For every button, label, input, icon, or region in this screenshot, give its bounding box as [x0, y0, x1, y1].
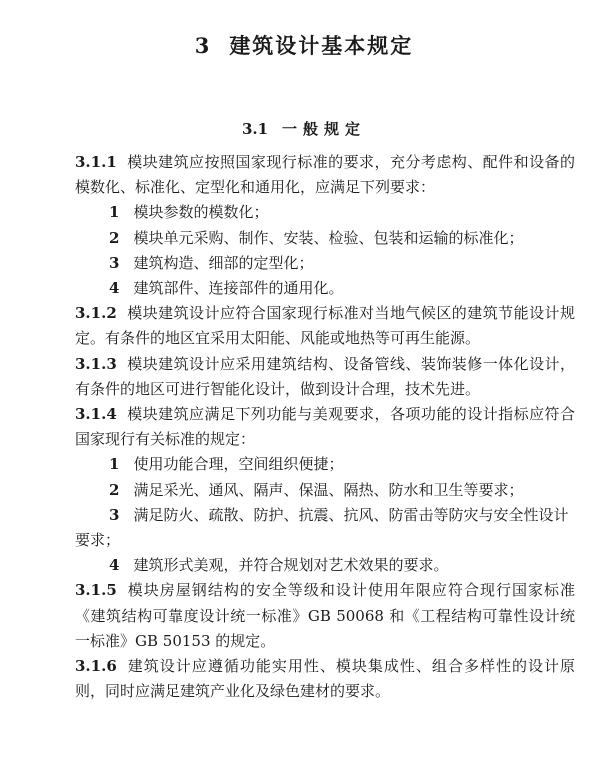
item-text: 建筑形式美观，并符合规划对艺术效果的要求。: [133, 556, 449, 575]
item-number: 3: [109, 505, 120, 524]
item-text: 使用功能合理，空间组织便捷；: [133, 455, 344, 474]
section-title-text: 一般规定: [282, 120, 367, 138]
list-item: [75, 503, 575, 553]
section-number: 3.1: [241, 120, 269, 138]
chapter-title: [0, 30, 608, 60]
clause-3-1-2: [75, 301, 575, 351]
list-item: [75, 452, 575, 477]
clause-number: 3.1.6: [75, 657, 117, 676]
clause-3-1-5: [75, 578, 575, 654]
item-number: 4: [109, 556, 120, 575]
clause-number: 3.1.3: [75, 354, 117, 373]
item-text: 模块单元采购、制作、安装、检验、包装和运输的标准化；: [133, 228, 524, 247]
clause-number: 3.1.4: [75, 405, 117, 424]
clause-number: 3.1.5: [75, 581, 117, 600]
clause-3-1-6: [75, 654, 575, 704]
clause-text: 模块房屋钢结构的安全等级和设计使用年限应符合现行国家标准《建筑结构可靠度设计统一标准》GB 50068 和《工程结构可靠性设计统一标准》GB 50153 的规定。: [75, 581, 575, 650]
clause-number: 3.1.1: [75, 153, 117, 171]
list-item: [75, 478, 575, 503]
clause-3-1-1: [75, 150, 575, 200]
section-title: [0, 118, 608, 139]
clause-text: 模块建筑设计应符合国家现行标准对当地气候区的建筑节能设计规定。有条件的地区宜采用太阳能、风能或地热等可再生能源。: [75, 304, 575, 348]
item-number: 1: [109, 455, 120, 474]
item-text: 模块参数的模数化；: [133, 203, 269, 222]
item-text: 满足采光、通风、隔声、保温、隔热、防水和卫生等要求；: [133, 480, 524, 499]
clause-text: 模块建筑应满足下列功能与美观要求，各项功能的设计指标应符合国家现行有关标准的规定：: [75, 405, 575, 449]
clause-text: 模块建筑应按照国家现行标准的要求，充分考虑构、配件和设备的模数化、标准化、定型化和通用化，应满足下列要求：: [75, 153, 575, 197]
item-number: 4: [109, 279, 120, 298]
chapter-number: 3: [194, 33, 212, 58]
item-number: 2: [109, 480, 120, 499]
item-text: 建筑构造、细部的定型化；: [133, 253, 314, 272]
item-number: 1: [109, 203, 120, 222]
clause-number: 3.1.2: [75, 304, 117, 323]
clause-3-1-3: [75, 352, 575, 402]
list-item: [75, 226, 575, 251]
clause-text: 模块建筑设计应采用建筑结构、设备管线、装饰装修一体化设计，有条件的地区可进行智能化设计，做到设计合理，技术先进。: [75, 354, 575, 398]
clause-3-1-4: [75, 402, 575, 452]
list-item: [75, 251, 575, 276]
item-text: 满足防火、疏散、防护、抗震、抗风、防雷击等防灾与安全性设计要求；: [75, 505, 569, 550]
item-text: 建筑部件、连接部件的通用化。: [133, 279, 344, 298]
clause-list: [75, 150, 575, 704]
clause-text: 建筑设计应遵循功能实用性、模块集成性、组合多样性的设计原则，同时应满足建筑产业化及绿色建材的要求。: [75, 657, 575, 701]
list-item: [75, 200, 575, 225]
item-number: 3: [109, 253, 120, 272]
list-item: [75, 276, 575, 301]
item-number: 2: [109, 228, 120, 247]
chapter-title-text: 建筑设计基本规定: [229, 33, 414, 58]
list-item: [75, 553, 575, 578]
